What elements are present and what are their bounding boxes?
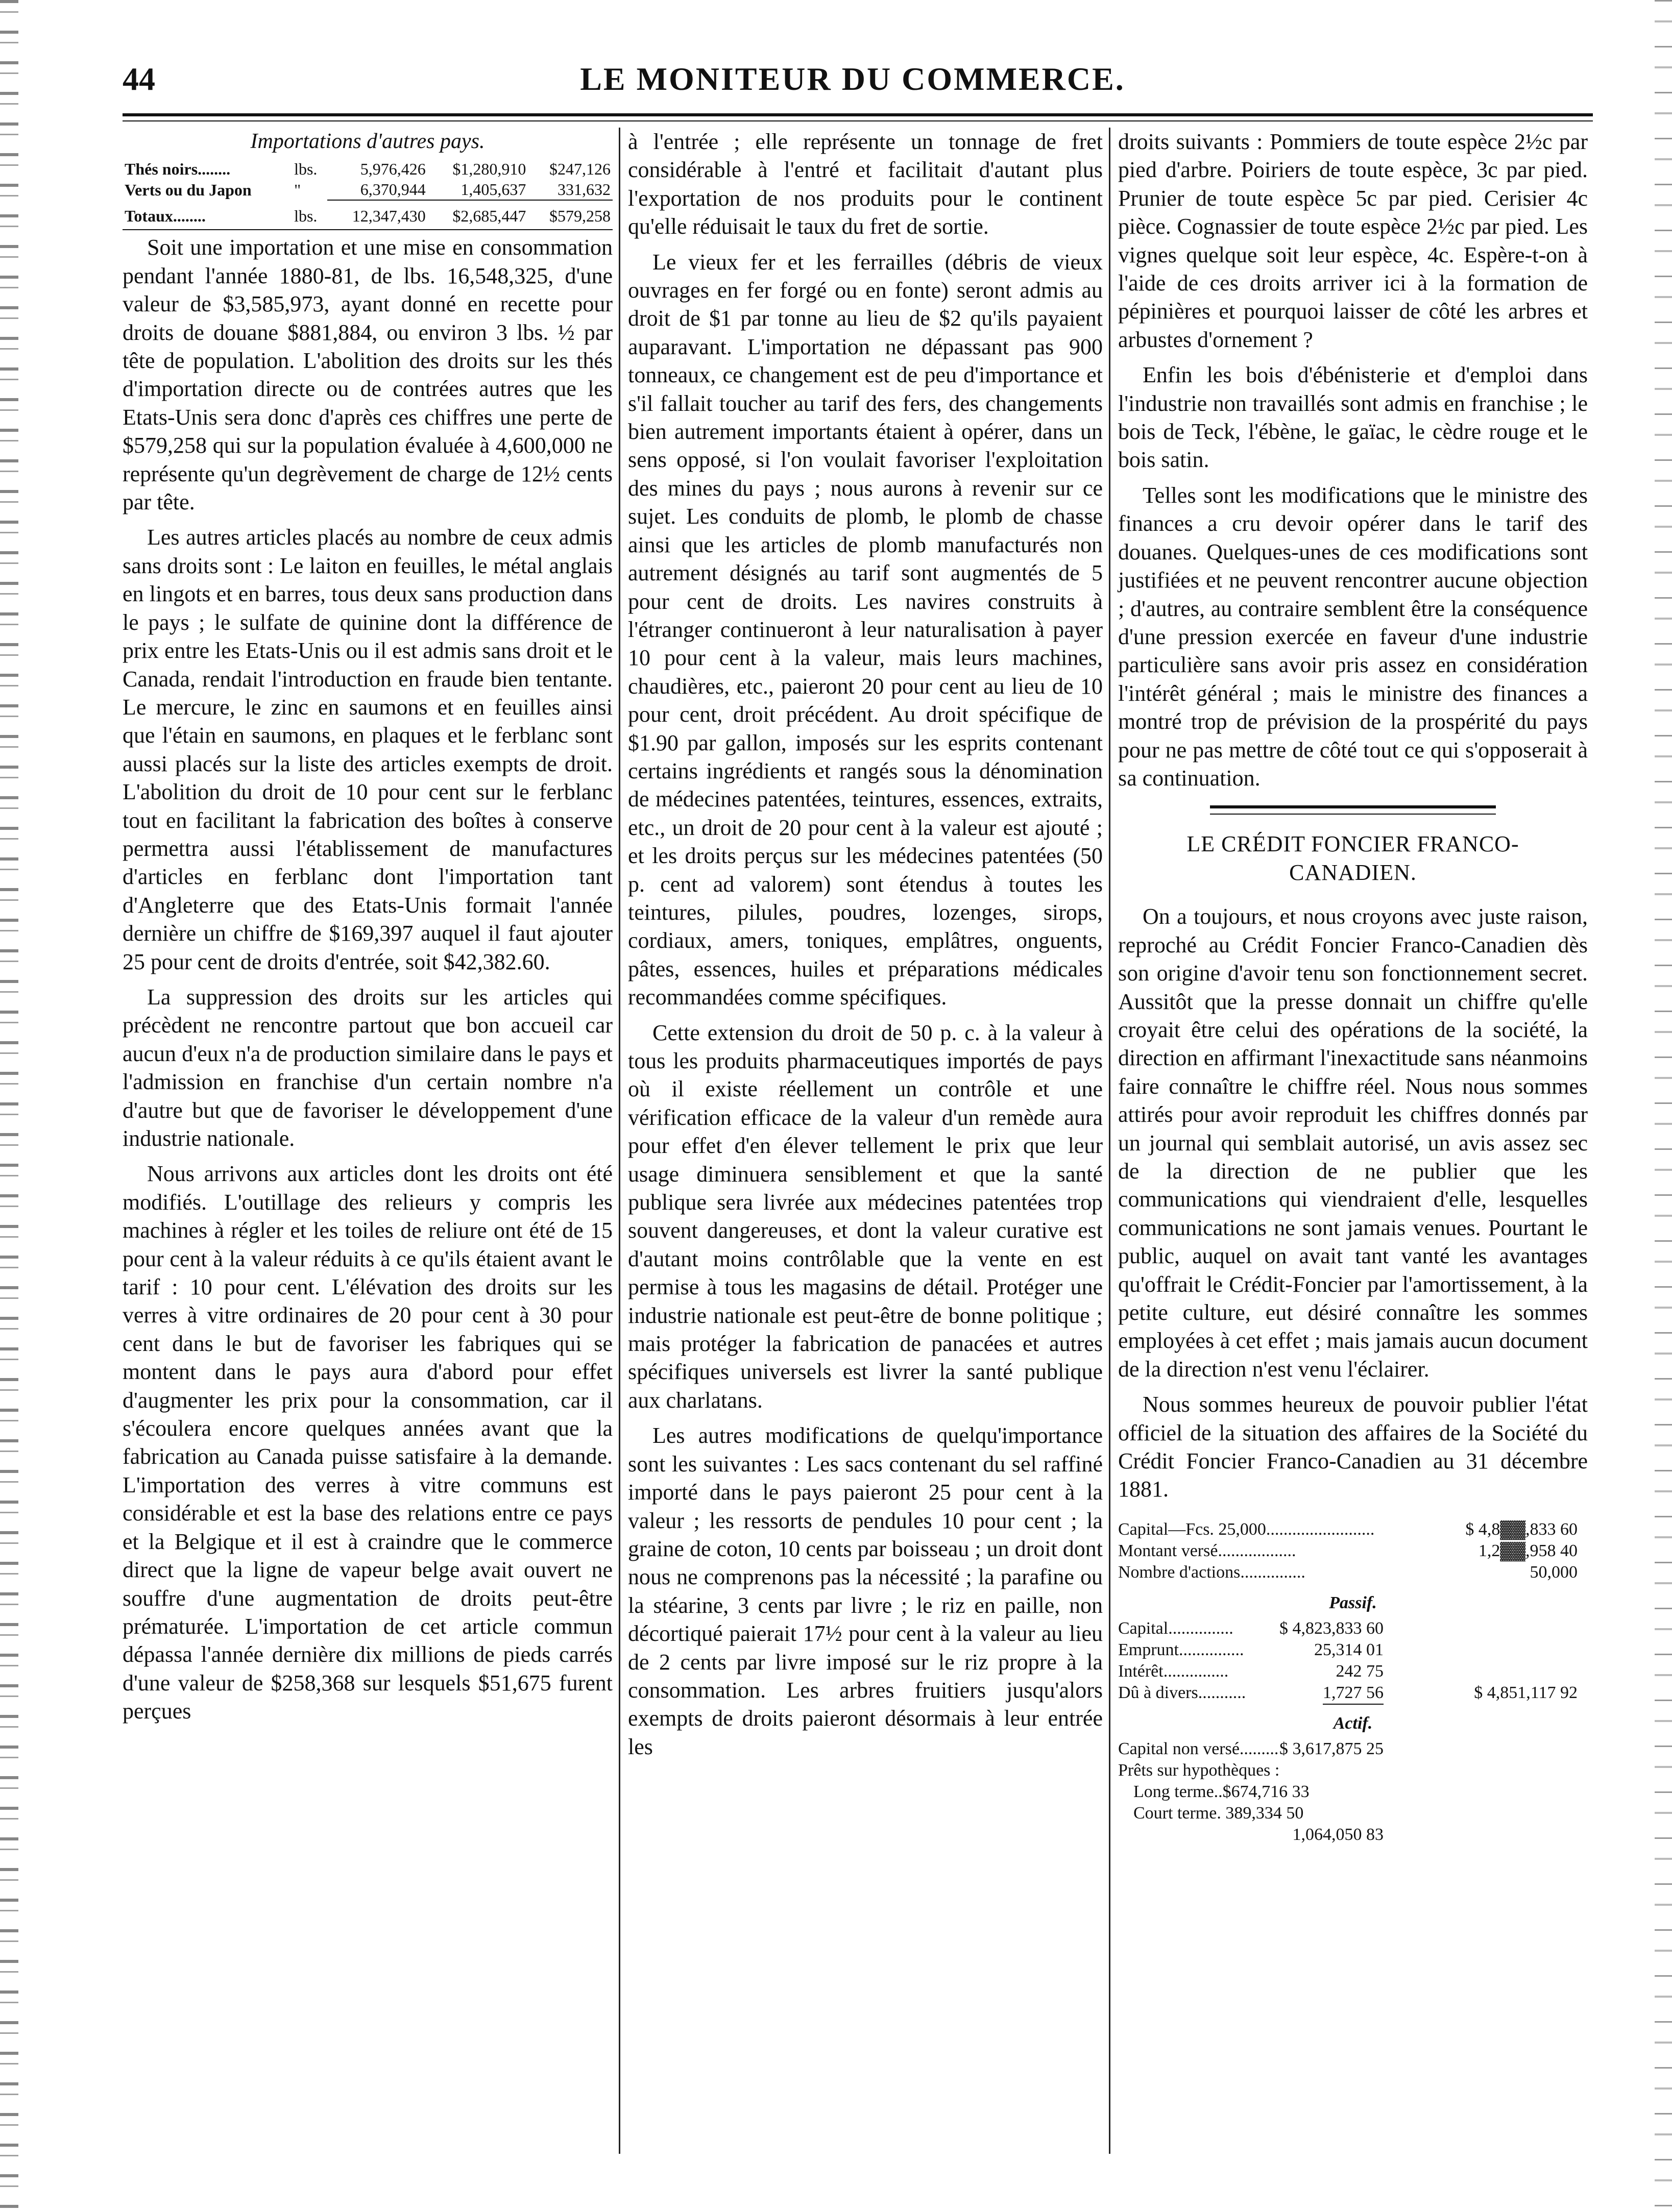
statement-row <box>1118 1540 1588 1562</box>
page-header <box>123 60 1583 101</box>
paragraph: Les autres articles placés au nombre de ceux admis sans droits sont : Le laiton en feuilles, le métal anglais en lingots et en barres, tous deux sans production dans le pays ; le sulfate de quinine dont la différence de prix entre les Etats-Unis ou il est admis sans droit et le Canada, rendait l'introduction en fraude bien tentante. Le mercure, le zinc en saumons et en feuilles ainsi que l'étain en saumons, en plaques et le ferblanc sont aussi placés sur la liste des articles exempts de droit. L'abolition du droit de 10 pour cent sur le ferblanc tout en facilitant la fabrication des boîtes à conserve permettra aussi l'établissement de manufactures d'articles en ferblanc dont l'importation tant d'Angleterre que des Etats-Unis formait l'année dernière un chiffre de $169,397 auquel il faut ajouter 25 pour cent de droits d'entrée, soit $42,382.60. <box>123 525 613 974</box>
statement-amount: 25,314 01 <box>1314 1640 1384 1659</box>
statement-label: Intérêt............... <box>1118 1661 1229 1681</box>
column-1 <box>123 128 613 1733</box>
imports-table-title: Importations d'autres pays. <box>250 130 485 153</box>
statement-label: Court terme. 389,334 50 <box>1133 1803 1304 1823</box>
statement-amount: $ 4,823,833 60 <box>1279 1618 1384 1638</box>
row-value: 1,405,637 <box>428 179 528 200</box>
section-title-line-2: CANADIEN. <box>1289 860 1417 886</box>
statement-row <box>1118 1824 1588 1846</box>
row-quantity: 6,370,944 <box>327 179 428 200</box>
actif-heading: Actif. <box>1333 1713 1373 1733</box>
table-row <box>123 159 613 179</box>
statement-amount: 50,000 <box>1530 1562 1578 1582</box>
statement-label: Prêts sur hypothèques : <box>1118 1760 1280 1780</box>
page-number: 44 <box>123 61 155 97</box>
row-duty: 331,632 <box>528 179 613 200</box>
total-duty: $579,258 <box>549 207 611 226</box>
scan-edge-right <box>1655 0 1672 2212</box>
statement-label: Montant versé.................. <box>1118 1541 1296 1560</box>
statement-row <box>1118 1618 1588 1639</box>
column-3 <box>1118 128 1588 1846</box>
statement-label: Long terme..$674,716 33 <box>1133 1782 1310 1801</box>
financial-statement <box>1118 1511 1588 1846</box>
table-row <box>123 179 613 200</box>
row-quantity: 5,976,426 <box>360 160 426 179</box>
table-separator <box>123 229 613 230</box>
imports-table <box>123 159 613 226</box>
statement-row <box>1118 1661 1588 1682</box>
statement-row <box>1118 1760 1588 1781</box>
statement-row <box>1118 1682 1588 1704</box>
header-rule <box>123 113 1593 116</box>
statement-row <box>1118 1519 1588 1540</box>
row-duty: $247,126 <box>549 160 611 179</box>
total-quantity: 12,347,430 <box>352 207 426 226</box>
row-unit: " <box>294 180 301 199</box>
paragraph: On a toujours, et nous croyons avec juste raison, reproché au Crédit Foncier Franco-Canadien dès son origine d'avoir tenu son fonctionnement secret. Aussitôt que la presse donnait un chiffre qu'elle croyait être celui des opérations de la société, la direction en affirmant l'inexactitude sans néanmoins faire connaître le chiffre réel. Nous nous sommes attirés pour avoir reproduit les chiffres donnés par un journal qui semblait autorisé, un avis assez sec de la direction de ne publier que les communications qui viendraient d'elle, lesquelles communications ne sont jamais venues. Pourtant le public, auquel on avait tant vanté les avantages qu'offrait le Crédit-Foncier par l'amortissement, à la petite culture, eut désiré connaître les sommes employées à cet effet ; mais jamais aucun document de la direction n'est venu l'éclairer. <box>1118 904 1588 1382</box>
statement-label: Capital............... <box>1118 1618 1233 1638</box>
statement-row <box>1118 1738 1588 1760</box>
running-title: LE MONITEUR DU COMMERCE. <box>580 61 1125 97</box>
statement-label: Emprunt............... <box>1118 1640 1244 1659</box>
statement-amount: 1,2▓▓,958 40 <box>1478 1541 1578 1560</box>
statement-row <box>1118 1803 1588 1824</box>
column-2 <box>628 128 1103 1768</box>
total-unit: lbs. <box>294 206 318 225</box>
section-rule <box>1210 805 1496 808</box>
section-title <box>1118 830 1588 887</box>
statement-row <box>1118 1639 1588 1661</box>
paragraph: Enfin les bois d'ébénisterie et d'emploi dans l'industrie non travaillés sont admis en franchise ; le bois de Teck, l'ébène, le gaïac, le cèdre rouge et le bois satin. <box>1118 362 1588 473</box>
row-unit: lbs. <box>294 160 318 179</box>
paragraph: Le vieux fer et les ferrailles (débris de vieux ouvrages en fer forgé ou en fonte) seront admis au droit de $1 par tonne au lieu de $2 qu'ils payaient auparavant. L'importation ne dépassant pas 900 tonneaux, ce changement est de peu d'importance et s'il fallait toucher au tarif des fers, des changements bien autrement importants étaient à opérer, dans un sens opposé, si l'on voulait favoriser l'exploitation des mines du pays ; nous aurons à revenir sur ce sujet. Les conduits de plomb, le plomb de chasse ainsi que les articles de plomb manufacturés non autrement désignés au tarif sont augmentés de 5 pour cent de droits. Les navires construits à l'étranger continueront à leur naturalisation à payer 10 pour cent à la valeur, mais leurs machines, chaudières, etc., paieront 20 pour cent au lieu de 10 pour cent, droit précédent. Au droit spécifique de $1.90 par gallon, imposés sur les esprits contenant certains ingrédients et rangés sous la dénomination de médecines patentées, teintures, essences, extraits, etc., un droit de 20 pour cent à la valeur est ajouté ; et les droits perçus sur les médecines patentées (50 p. cent ad valorem) sont étendus à toutes les teintures, pilules, poudres, lozenges, sirops, cordiaux, amers, toniques, emplâtres, onguents, pâtes, essences, huiles et préparations médicales recommandées comme spécifiques. <box>628 249 1103 1010</box>
section-rule-thin <box>1210 814 1496 815</box>
total-value: $2,685,447 <box>452 207 526 226</box>
scan-edge-left <box>0 0 18 2212</box>
paragraph: Les autres modifications de quelqu'importance sont les suivantes : Les sacs contenant du sel raffiné importé dans le pays paieront 25 pour cent à la valeur ; les ressorts de pendules 10 pour cent ; la graine de coton, 10 cents par boisseau ; un droit dont nous ne comprenons pas la nécessité ; la parafine ou la stéarine, 3 cents par livre ; le riz en paille, non décortiqué paierait 17½ pour cent à la valeur au lieu de 2 cents par livre imposé sur le riz propre à la consommation. Les arbres fruitiers jusqu'alors exempts de droits paieront désormais à leur entrée les <box>628 1423 1103 1759</box>
paragraph: Nous sommes heureux de pouvoir publier l'état officiel de la situation des affaires de la Société du Crédit Foncier Franco-Canadien au 31 décembre 1881. <box>1118 1392 1588 1502</box>
statement-total: $ 4,851,117 92 <box>1474 1683 1578 1702</box>
row-label: Verts ou du Japon <box>125 180 252 199</box>
statement-row <box>1118 1562 1588 1583</box>
header-rule-thin <box>123 120 1593 121</box>
statement-amount: 242 75 <box>1336 1661 1384 1681</box>
paragraph: Cette extension du droit de 50 p. c. à la valeur à tous les produits pharmaceutiques importés de pays où il existe réellement un contrôle et une vérification efficace de la valeur d'un remède aura pour effet d'en élever tellement le prix que leur usage diminuera sensiblement et que la santé publique sera livrée aux médecines patentées trop souvent dangereuses, et dont la valeur curative est d'autant moins contrôlable que la vente en est permise à tous les magasins de détail. Protéger une industrie nationale est peut-être de bonne politique ; mais protéger la fabrication de panacées et autres spécifiques universels est livrer la santé publique aux charlatans. <box>628 1020 1103 1413</box>
paragraph: Soit une importation et une mise en consommation pendant l'année 1880-81, de lbs. 16,548,325, d'une valeur de $3,585,973, ayant donné en recette pour droits de douane $881,884, ou environ 3 lbs. ½ par tête de population. L'abolition des droits sur les thés d'importation directe ou de contrées autres que les Etats-Unis sera donc d'après ces chiffres une perte de $579,258 qui sur la population évaluée à 4,600,000 ne représente qu'un degrèvement de charge de 12½ cents par tête. <box>123 235 613 515</box>
total-label: Totaux........ <box>125 206 206 225</box>
column-divider-1 <box>619 128 620 2154</box>
paragraph: La suppression des droits sur les articles qui précèdent ne rencontre partout que bon accueil car aucun d'eux n'a de production similaire dans le pays et l'admission en franchise d'un certain nombre n'a d'autre but que de favoriser le développement d'une industrie nationale. <box>123 984 613 1151</box>
paragraph: droits suivants : Pommiers de toute espèce 2½c par pied d'arbre. Poiriers de toute espèce, 3c par pied. Prunier de toute espèce 5c par pied. Cerisier 4c pièce. Cognassier de toute espèce 2½c par pied. Les vignes quelque soit leur espèce, 4c. Espère-t-on à l'aide de ces droits arriver ici à la formation de pépinières et pourquoi laisser de côté les arbres et arbustes d'ornement ? <box>1118 129 1588 352</box>
statement-row <box>1118 1781 1588 1803</box>
row-label: Thés noirs........ <box>125 160 231 179</box>
column-divider-2 <box>1109 128 1110 2154</box>
statement-amount: $ 4,8▓▓,833 60 <box>1465 1519 1578 1539</box>
passif-heading: Passif. <box>1329 1593 1377 1612</box>
statement-label: Capital non versé......... <box>1118 1739 1279 1758</box>
statement-amount: $ 3,617,875 25 <box>1279 1739 1384 1758</box>
statement-label: Dû à divers........... <box>1118 1683 1246 1702</box>
paragraph: à l'entrée ; elle représente un tonnage de fret considérable à l'entré et facilitait d'autant plus l'exportation de nos produits pour le continent qu'elle réduisait le taux du fret de sortie. <box>628 129 1103 239</box>
paragraph: Telles sont les modifications que le ministre des finances a cru devoir opérer dans le tarif des douanes. Quelques-unes de ces modifications sont justifiées et ne peuvent rencontrer aucune objection ; d'autres, au contraire semblent être la conséquence d'une pression exercée en faveur d'une industrie particulière sans avoir pris assez en considération l'intérêt général ; mais le ministre des finances a montré trop de prévision de la prospérité du pays pour ne pas mettre de côté tout ce qui s'opposerait à sa continuation. <box>1118 482 1588 791</box>
table-total-row <box>123 200 613 226</box>
row-value: $1,280,910 <box>452 160 526 179</box>
statement-label: Capital—Fcs. 25,000......................... <box>1118 1519 1375 1539</box>
paragraph: Nous arrivons aux articles dont les droits ont été modifiés. L'outillage des relieurs y compris les machines à régler et les toiles de reliure ont été de 15 pour cent à la valeur réduits à ce qu'ils étaient avant le tarif : 10 pour cent. L'élévation des droits sur les verres à vitre ordinaires de 20 pour cent à 30 pour cent dans le but de favoriser les fabriques qui se montent dans le pays aura d'abord pour effet d'augmenter les prix pour la consommation, car il s'écoulera encore quelques années avant que la fabrication au Canada puisse satisfaire à la demande. L'importation des verres à vitre communs est considérable et est la base des relations entre ce pays et la Belgique et il est à craindre que le commerce direct que la ligne de vapeur belge avait ouvert ne souffre d'une augmentation de droits peut-être prématurée. L'importation de cet article commun dépassa l'année dernière dix millions de pieds carrés d'une valeur de $258,368 sur lesquels $51,675 furent perçues <box>123 1161 613 1724</box>
statement-amount: 1,064,050 83 <box>1292 1825 1384 1844</box>
section-title-line-1: LE CRÉDIT FONCIER FRANCO- <box>1186 831 1519 857</box>
statement-label: Nombre d'actions............... <box>1118 1562 1305 1582</box>
statement-amount: 1,727 56 <box>1323 1682 1384 1705</box>
